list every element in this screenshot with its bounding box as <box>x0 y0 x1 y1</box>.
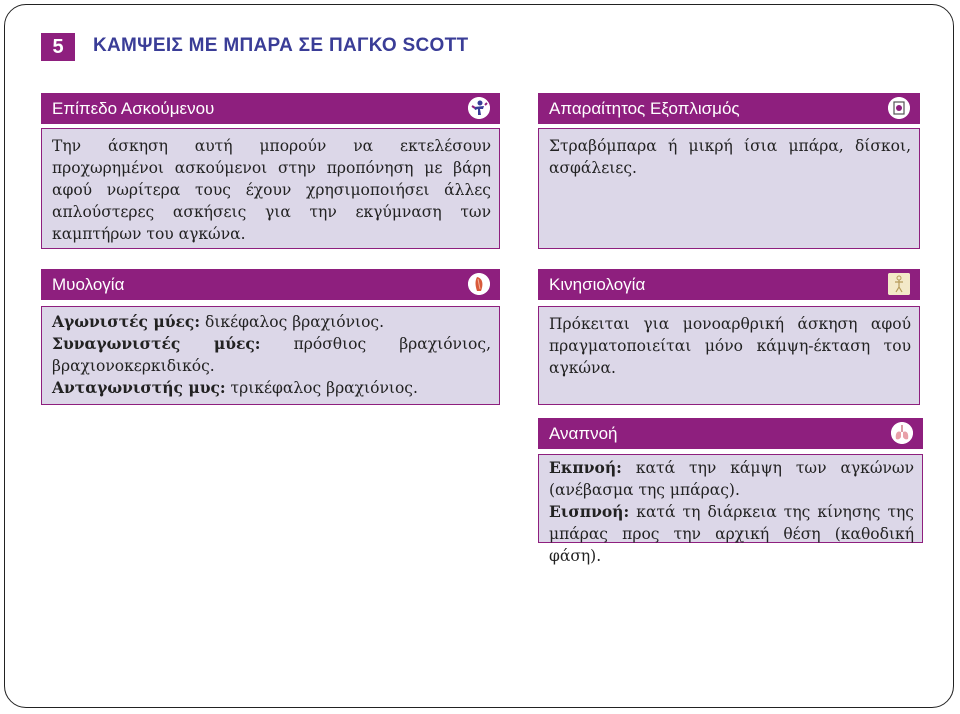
section-level <box>41 93 500 249</box>
section-myology-header <box>41 269 500 300</box>
section-kinesiology-title: Κινησιολογία <box>549 274 646 294</box>
section-kinesiology-text: Πρόκειται για μονοαρθρική άσκηση αφού πραγματοποιείται μόνο κάμψη-έκταση του αγκώνα. <box>549 315 911 377</box>
section-equipment <box>538 93 920 249</box>
breathing-inhale <box>549 501 914 567</box>
section-equipment-title: Απαραίτητος Εξοπλισμός <box>549 98 740 118</box>
section-equipment-text: Στραβόμπαρα ή μικρή ίσια μπάρα, δίσκοι, ασφάλειες. <box>549 137 911 177</box>
section-breathing <box>538 418 923 565</box>
section-level-text: Την άσκηση αυτή μπορούν να εκτελέσουν προχωρημένοι ασκούμενοι στην προπόνηση με βάρη αφού νωρίτερα τους έχουν χρησιμοποιήσει άλλες απλούστερες ασκήσεις για την εκγύμναση των καμπτήρων του αγκώνα. <box>52 137 491 243</box>
section-equipment-body <box>538 128 920 249</box>
exercise-number-badge: 5 <box>41 33 75 61</box>
myology-synergists <box>52 333 491 377</box>
lungs-icon <box>891 422 913 444</box>
exhale-label: Εκπνοή: <box>549 458 622 477</box>
myology-agonists <box>52 311 491 333</box>
synergists-label: Συναγωνιστές μύες: <box>52 334 261 353</box>
antagonist-label: Ανταγωνιστής μυς: <box>52 378 226 397</box>
section-myology <box>41 269 500 405</box>
athlete-icon <box>468 97 490 119</box>
section-myology-title: Μυολογία <box>52 274 125 294</box>
section-level-body <box>41 128 500 249</box>
section-breathing-header <box>538 418 923 449</box>
myology-antagonist <box>52 377 491 399</box>
antagonist-text: τρικέφαλος βραχιόνιος. <box>230 379 418 397</box>
section-kinesiology-body <box>538 306 920 405</box>
section-breathing-title: Αναπνοή <box>549 423 618 443</box>
breathing-exhale <box>549 457 914 501</box>
section-level-title: Επίπεδο Ασκούμενου <box>52 98 215 118</box>
section-equipment-header <box>538 93 920 124</box>
exhale-text: κατά την κάμψη των αγκώνων (ανέβασμα της μπάρας). <box>549 459 914 499</box>
inhale-label: Εισπνοή: <box>549 502 630 521</box>
agonists-text: δικέφαλος βραχιόνιος. <box>205 313 385 331</box>
synergists-text: πρόσθιος βραχιόνιος, βραχιονοκερκιδικός. <box>52 335 491 375</box>
section-kinesiology-header <box>538 269 920 300</box>
skeleton-icon <box>888 273 910 295</box>
section-level-header <box>41 93 500 124</box>
agonists-label: Αγωνιστές μύες: <box>52 312 201 331</box>
section-kinesiology <box>538 269 920 405</box>
muscle-icon <box>468 273 490 295</box>
equipment-icon <box>888 97 910 119</box>
inhale-text: κατά τη διάρκεια της κίνησης της μπάρας προς την αρχική θέση (καθοδική φάση). <box>549 503 914 565</box>
section-myology-body <box>41 306 500 405</box>
section-breathing-body <box>538 454 923 565</box>
exercise-title: ΚΑΜΨΕΙΣ ΜΕ ΜΠΑΡΑ ΣΕ ΠΑΓΚΟ SCOTT <box>93 35 469 56</box>
